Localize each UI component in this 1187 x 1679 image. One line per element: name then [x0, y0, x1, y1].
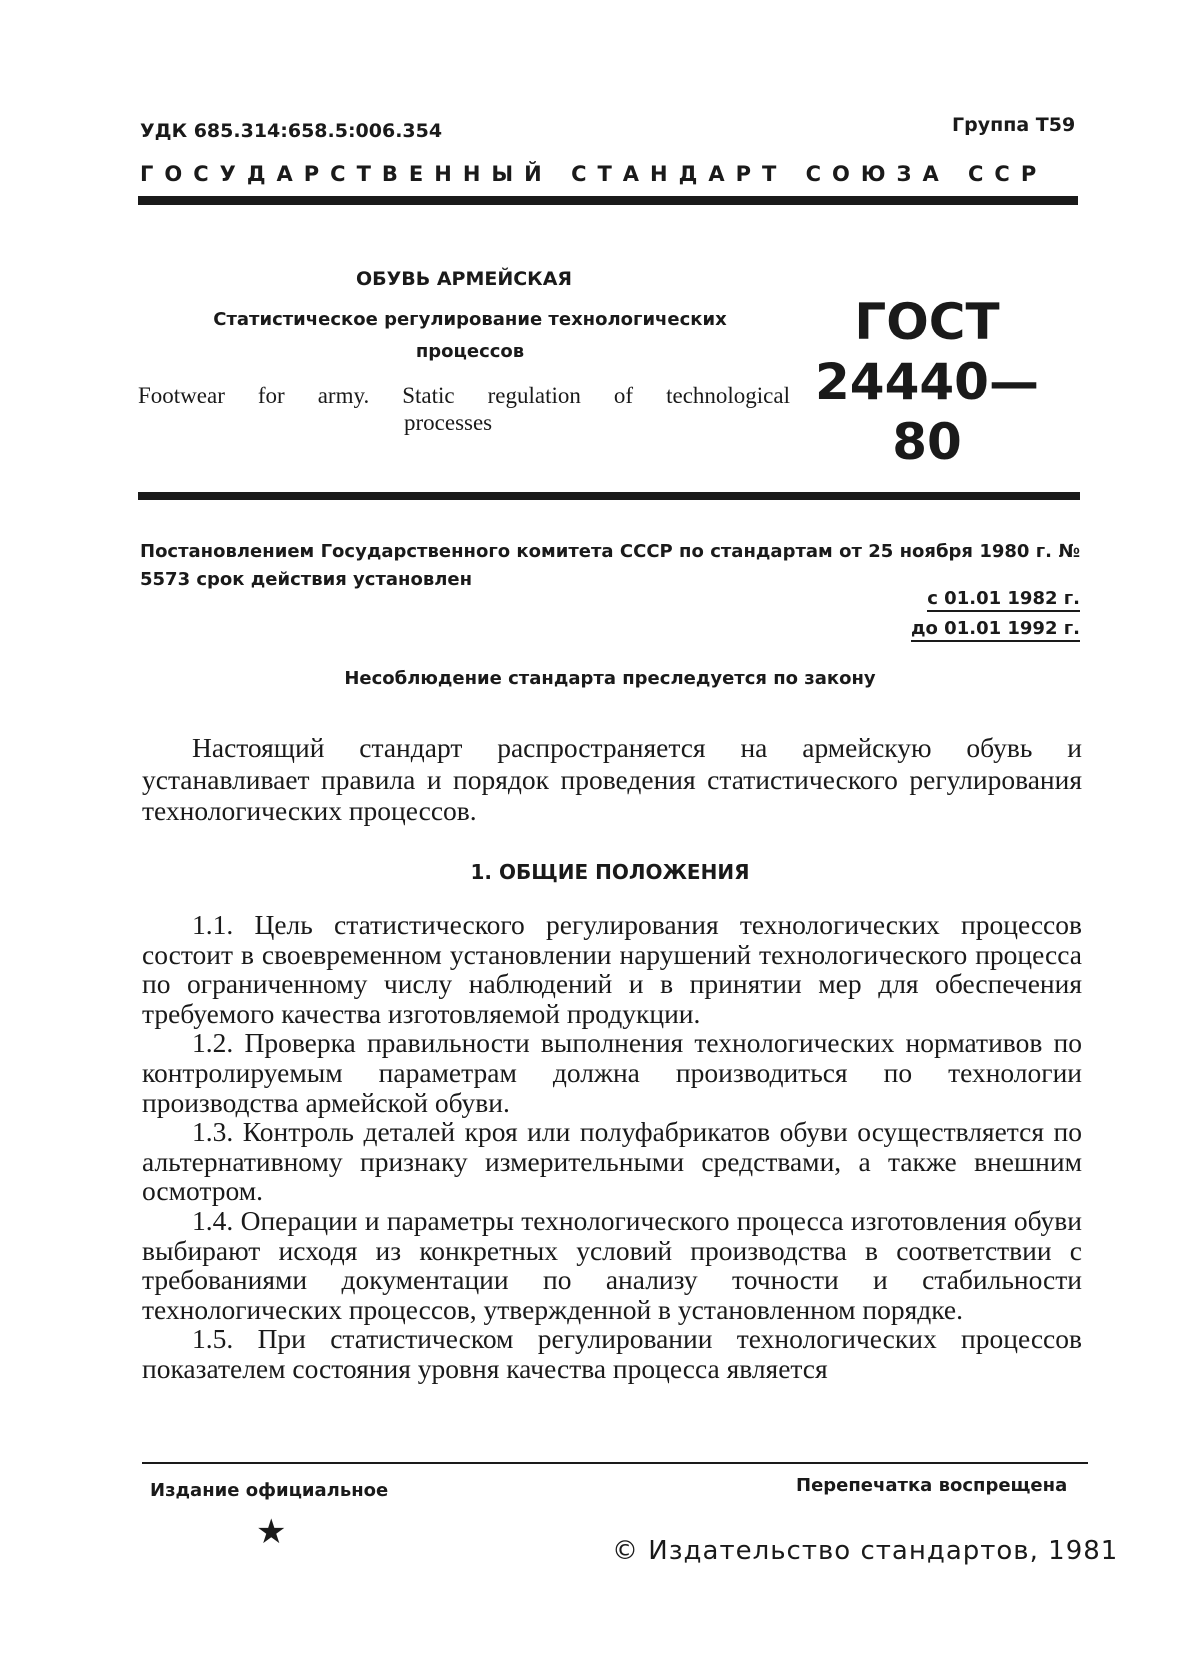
state-standard-heading: ГОСУДАРСТВЕННЫЙ СТАНДАРТ СОЮЗА ССР: [140, 162, 1048, 186]
gost-number: 24440—80: [815, 353, 1039, 471]
footer-rule: [142, 1462, 1088, 1464]
validity-dates: [890, 584, 1080, 644]
valid-to: до 01.01 1992 г.: [911, 618, 1080, 642]
gost-label: ГОСТ: [854, 293, 1000, 351]
clause-1-4: 1.4. Операции и параметры технологического процесса изготовления обуви выбирают исходя из конкретных условий производства в соответствии с требованиями документации по анализу точности и стабильности технологических процессов, утвержденной в установленном порядке.: [142, 1204, 1082, 1325]
decree-text: Постановлением Государственного комитета СССР по стандартам от 25 ноября 1980 г. № 5573 срок действия установлен: [140, 541, 1080, 590]
section-title: 1. ОБЩИЕ ПОЛОЖЕНИЯ: [470, 860, 750, 884]
clause-1-2: 1.2. Проверка правильности выполнения технологических нормативов по контролируемым параметрам должна производиться по технологии производства армейской обуви.: [142, 1027, 1082, 1118]
document-title: ОБУВЬ АРМЕЙСКАЯ: [355, 268, 573, 290]
intro-text: Настоящий стандарт распространяется на армейскую обувь и устанавливает правила и порядок проведения статистического регулирования технологических процессов.: [142, 732, 1082, 826]
clause-list: [142, 910, 1082, 1384]
clause-1-5: 1.5. При статистическом регулировании технологических процессов показателем состояния уровня качества процесса является: [142, 1323, 1082, 1384]
title-block: [138, 268, 790, 435]
copyright-notice: © Издательство стандартов, 1981: [612, 1536, 1119, 1566]
star-icon: ★: [256, 1512, 287, 1552]
official-edition: Издание официальное: [150, 1480, 389, 1501]
clause-1-3: 1.3. Контроль деталей кроя или полуфабрикатов обуви осуществляется по альтернативному признаку измерительными средствами, а также внешним осмотром.: [142, 1116, 1082, 1207]
english-title-line1: Footwear for army. Static regulation of technological: [138, 383, 790, 408]
valid-from: с 01.01 1982 г.: [927, 588, 1080, 612]
gost-designation: [812, 292, 1042, 472]
legal-warning: Несоблюдение стандарта преследуется по закону: [344, 668, 876, 689]
english-title-line2: processes: [404, 410, 493, 435]
clause-1-1: 1.1. Цель статистического регулирования технологических процессов состоит в своевременном установлении нарушений технологического процесса по ограниченному числу наблюдений и в принятии мер для обеспечения требуемого качества изготовляемой продукции.: [142, 909, 1082, 1029]
title-rule: [138, 492, 1080, 500]
document-subtitle: Статистическое регулирование технологических процессов: [213, 309, 727, 362]
intro-paragraph: [142, 732, 1082, 827]
group-code: Группа Т59: [952, 114, 1076, 136]
header-rule: [138, 196, 1078, 205]
udk-code: УДК 685.314:658.5:006.354: [140, 120, 443, 142]
reprint-notice: Перепечатка воспрещена: [796, 1475, 1068, 1496]
